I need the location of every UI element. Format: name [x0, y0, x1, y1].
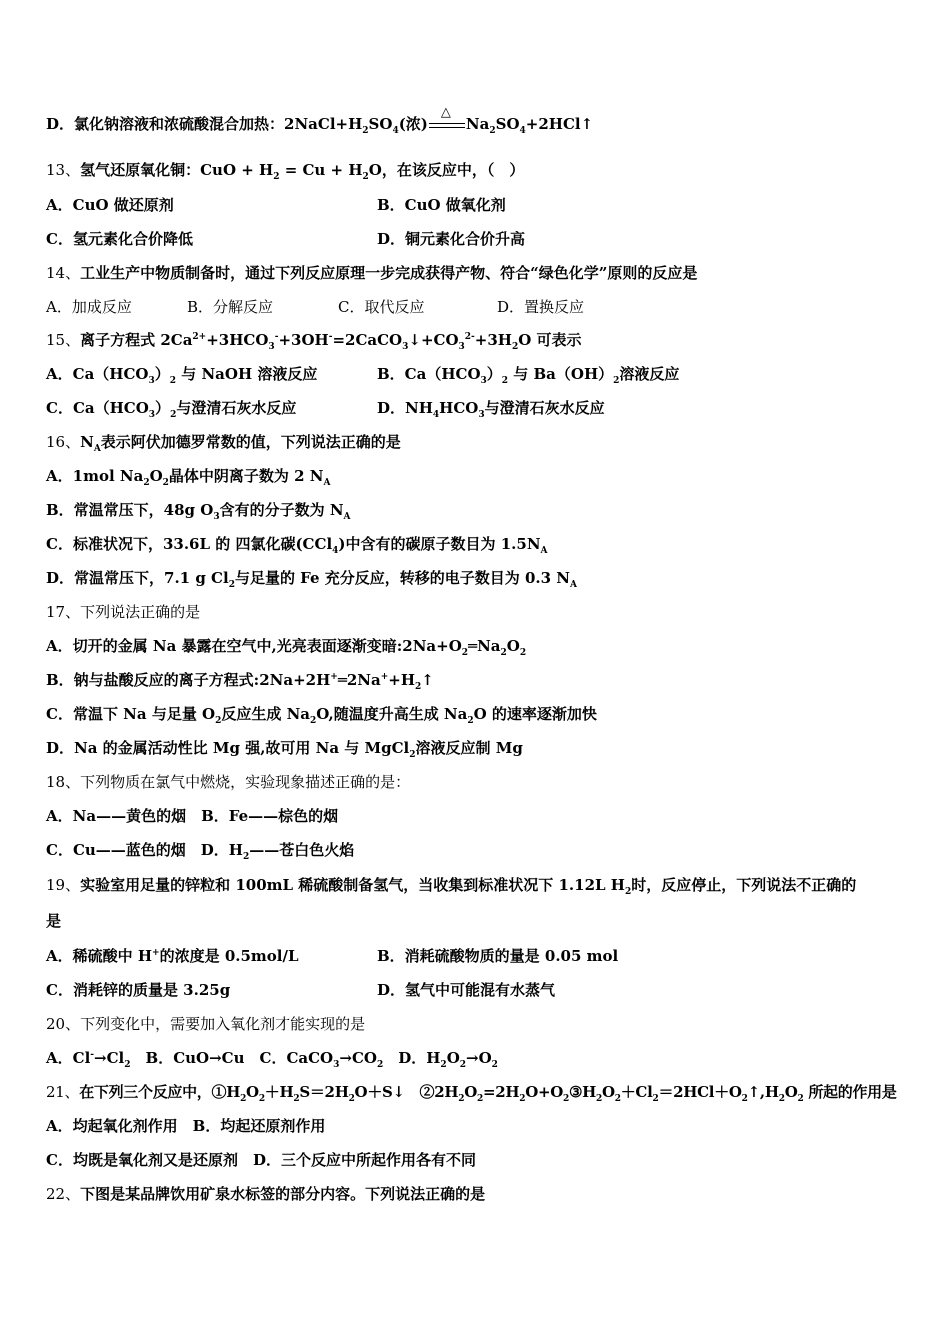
- q13-options-cd: [46, 229, 906, 249]
- q19-options-cd: [46, 980, 906, 1000]
- q15-options-cd: [46, 398, 906, 418]
- q13-stem: 13、氢气还原氧化铜：CuO + $H_2 = Cu + H_2O$，在该反应中，（ ）: [46, 161, 525, 182]
- q22-stem: 22、下图是某品牌饮用矿泉水标签的部分内容。下列说法正确的是: [46, 1185, 486, 1203]
- q17-option-b: B．钠与盐酸反应的离子方程式$:2Na+2H^+═2Na^++H_2↑$: [46, 671, 434, 692]
- q19-option-a: A．稀硫酸中 H+的浓度是 0.5mol/L: [46, 947, 299, 965]
- q14-option-d: D．置换反应: [497, 298, 585, 316]
- q18-stem: 18、下列物质在氯气中燃烧，实验现象描述正确的是：: [46, 773, 411, 791]
- q17-option-d: D．Na 的金属活动性比 Mg 强,故可用 Na 与 MgCl$_2$溶液反应制 Mg: [46, 739, 523, 760]
- q17-option-a: A．切开的金属 Na 暴露在空气中,光亮表面逐渐变暗$:2Na+O_2═Na_2O_2$: [46, 637, 527, 658]
- q16-option-d: D．常温常压下，7.1 g $Cl_2$与足量的 Fe 充分反应，转移的电子数目为 0.3 $N_A$: [46, 569, 578, 590]
- q15-option-c: C．$Ca(HCO_3)_2$与澄清石灰水反应: [46, 399, 297, 420]
- q19-options-ab: [46, 946, 906, 966]
- q13-options-ab: [46, 195, 906, 215]
- q20-options: A．$Cl^-\to Cl_2$ B．CuO→Cu C．$CaCO_3\to CO_2$ D．$H_2O_2\to O_2$: [46, 1049, 498, 1070]
- q19-option-b: B．消耗硫酸物质的量是 0.05 mol: [377, 947, 619, 965]
- q21-stem: 21、在下列三个反应中，$①H_2O_2+H_2S=2H_2O+S↓$ $②2H_2O_2=2H_2O+O_2③H_2O_2+Cl_2=2HCl+O_2↑,H_2O_2$ 所起的作用是: [46, 1083, 897, 1104]
- q19-option-c: C．消耗锌的质量是 3.25g: [46, 981, 231, 999]
- q19-stem: 19、实验室用足量的锌粒和 100mL 稀硫酸制备氢气，当收集到标准状况下 1.12L $H_2$时，反应停止，下列说法不正确的: [46, 876, 857, 897]
- q13-option-a: A．CuO 做还原剂: [46, 196, 174, 214]
- q16-option-a: A．1mol $Na_2O_2$晶体中阴离子数为 2 $N_A$: [46, 467, 331, 488]
- q15-options-ab: [46, 364, 906, 384]
- q14-option-b: B．分解反应: [187, 298, 274, 316]
- q20-stem: 20、下列变化中，需要加入氧化剂才能实现的是: [46, 1015, 366, 1033]
- q19-stem-cont: 是: [46, 912, 62, 930]
- q14-option-a: A．加成反应: [46, 298, 132, 316]
- q15-option-b: B．$Ca(HCO_3)_2$ 与 $Ba(OH)_2$溶液反应: [377, 365, 680, 386]
- q13-option-c: C．氢元素化合价降低: [46, 230, 193, 248]
- q16-option-c: C．标准状况下，33.6L 的 四氯化碳(CCl$_4$)中含有的碳原子数目为 $1.5N_A$: [46, 535, 548, 556]
- heat-condition-icon: △: [429, 118, 465, 132]
- q16-option-b: B．常温常压下，48g $O_3$含有的分子数为 $N_A$: [46, 501, 351, 522]
- q21-options-cd: C．均既是氧化剂又是还原剂 D．三个反应中所起作用各有不同: [46, 1151, 476, 1169]
- q18-options-cd: C．Cu——蓝色的烟 D．$H_2——$苍白色火焰: [46, 841, 355, 862]
- q13-option-b: B．CuO 做氧化剂: [377, 196, 506, 214]
- q13-option-d: D．铜元素化合价升高: [377, 230, 526, 248]
- q16-stem: 16、$N_A$表示阿伏加德罗常数的值，下列说法正确的是: [46, 433, 401, 454]
- q15-stem: 15、离子方程式 $2Ca^{2+}+3HCO_3^-+3OH^-=2CaCO_3↓+CO_3^{2-}+3H_2O$ 可表示: [46, 331, 582, 352]
- q19-option-d: D．氢气中可能混有水蒸气: [377, 981, 556, 999]
- q12-option-d: D．氯化钠溶液和浓硫酸混合加热：$2NaCl+H_2SO_4$(浓) △ $Na_2SO_4+2HCl↑$: [46, 105, 594, 136]
- q17-stem: 17、下列说法正确的是: [46, 603, 201, 621]
- q15-option-a: A．$Ca(HCO_3)_2$ 与 NaOH 溶液反应: [46, 365, 318, 386]
- q15-option-d: D．$NH_4HCO_3$与澄清石灰水反应: [377, 399, 605, 420]
- q18-options-ab: A．Na——黄色的烟 B．Fe——棕色的烟: [46, 807, 339, 825]
- q14-option-c: C．取代反应: [338, 298, 425, 316]
- q14-stem: 14、工业生产中物质制备时，通过下列反应原理一步完成获得产物、符合“绿色化学”原则的反应是: [46, 264, 698, 282]
- q21-options-ab: A．均起氧化剂作用 B．均起还原剂作用: [46, 1117, 326, 1135]
- q17-option-c: C．常温下 Na 与足量 $O_2$反应生成 $Na_2O$,随温度升高生成 $Na_2O$ 的速率逐渐加快: [46, 705, 597, 726]
